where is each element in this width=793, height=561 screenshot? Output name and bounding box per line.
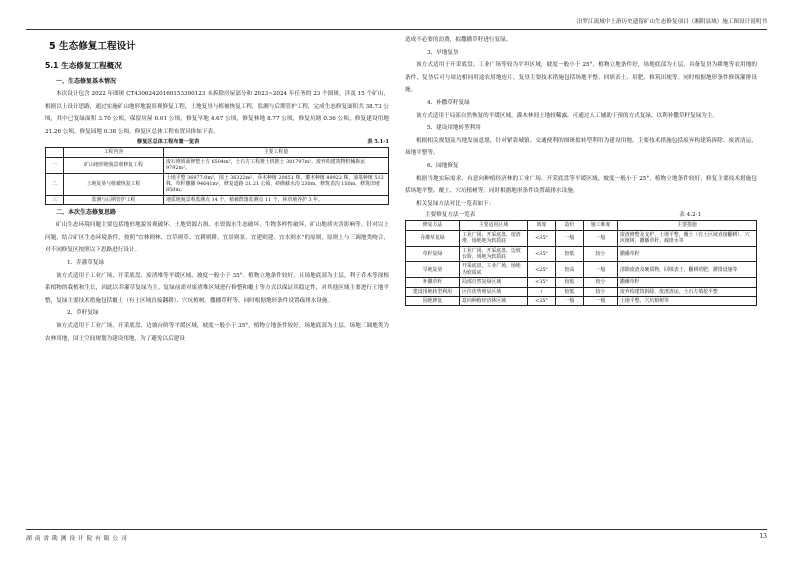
- table-row: [406, 287, 757, 296]
- left-column: [45, 34, 389, 345]
- table-cell: 土地平整，穴坑植树等: [618, 296, 757, 305]
- chapter-title: 5 生态修复工程设计: [49, 41, 136, 52]
- table-cell: 一般: [556, 296, 584, 305]
- table-header-cell: 施工难度: [584, 221, 618, 230]
- table-cell: 较小: [584, 278, 618, 287]
- table-cell: 一: [46, 157, 64, 173]
- footer-company: 湖 南 省 勘 测 设 计 院 有 限 公 司: [26, 536, 128, 542]
- table-cell: 一般: [584, 262, 618, 278]
- paragraph-approach: 矿山生态环境问题主要包括地形地貌景观破坏、土地资源占损、水资源水生态破坏、生物多样性破坏、矿山地质灾害影响等。针对以上问题，结合矿区生态环境条件，按照“宜林则林、宜草则草、宜耕则耕、宜景则景、宜建则建、宜水则水”的原则，原则上与三调地类吻合，对不同修复区按照以下思路进行设计。: [45, 222, 389, 254]
- page-number: 13: [759, 533, 767, 540]
- table-cell: 开采底盘，工业广场，场地为软质底: [460, 262, 528, 278]
- paragraph-compare-intro: 相关复绿方法对比一览表如下：: [416, 200, 495, 207]
- table-cell: 废弃构建筑拆除，废渣清运，土石方填挖平整: [618, 287, 757, 296]
- table-number: 表 5.1-1: [367, 139, 389, 146]
- item-title-construction-land: 5、建设用地转型利用: [427, 125, 481, 132]
- header-title: 汨罗江流域中上游历史遗留矿山生态修复项目（湘阴县域）施工图设计说明书: [576, 19, 767, 25]
- paragraph-continued: 造成不必要的浪费，拟撒播草籽进行复绿。: [405, 37, 512, 43]
- table-caption-row: [45, 138, 389, 147]
- paragraph-reseeding: 该方式适用于局部自然恢复的平缓区域，灌木林间土地较稀露，可通过人工辅助干预的方式复绿，以利补撒草籽复绿为主。: [416, 112, 719, 119]
- table-cell: 一般: [584, 230, 618, 246]
- table-cell: 较低: [556, 278, 584, 287]
- table-cell: /: [528, 287, 556, 296]
- table-cell: 建设用地转型利用: [406, 287, 460, 296]
- table-cell: 较高: [556, 262, 584, 278]
- table-caption-row: [405, 210, 757, 220]
- table-header-cell: 坡度: [528, 221, 556, 230]
- page-footer: [26, 529, 767, 543]
- table-cell: <35°: [528, 230, 556, 246]
- table-cell: <25°: [528, 262, 556, 278]
- paragraph-tree-grass: 该方式适用于工业广场、开采底盘、废渣堆等平缓区域，坡度一般小于 35°。植物立地条件较好，且场地底部为土层，利于乔木等深根系植物的栽植和生长，因此以乔灌草复绿为主。复绿前需对废渣堆区域进行修整和覆土等方式以保证其稳定性，对其他区域主要进行土地平整，复绿主要技术措施包括覆土（有土区域直接翻耕）、穴坑植树、撒播草籽等。同时根据地形条件设置疏排水设施。: [45, 272, 389, 304]
- table-cell: 意向种植经济林区域: [460, 296, 528, 305]
- table-header-cell: 主要适用区域: [460, 221, 528, 230]
- table-number: 表 4.2-1: [679, 212, 701, 219]
- table-row: [46, 195, 389, 204]
- table-cell: <25°: [528, 296, 556, 305]
- table-header-row: [46, 148, 389, 157]
- table-caption: 主要修复方法一览表: [425, 212, 476, 219]
- table-cell: 一般: [556, 230, 584, 246]
- table-row: [406, 278, 757, 287]
- table-cell: 撒播草籽: [618, 246, 757, 262]
- table-caption: 修复区总体工程布置一览表: [137, 139, 200, 146]
- table-row: [406, 246, 757, 262]
- table-cell: 撒播草籽: [618, 278, 757, 287]
- table-header-row: [406, 221, 757, 230]
- paragraph-orchard: 根据当地实际需求，有意向种植经济林的工业广场、开采底盘等平缓区域，坡度一般小于 25°，植物立地条件较好，修复主要技术措施包括场地平整、覆土、穴坑植树等。同时根据地形条件设置疏排水设施。: [405, 175, 757, 195]
- section-title: 5.1 生态修复工程概况: [45, 61, 122, 70]
- table-cell: 三: [46, 195, 64, 204]
- table-cell: 废石堆坡面修整土方 6504m³，土石方工程推土机推土 381797m³，废弃构建筑物机械拆运 9792m²。: [164, 157, 389, 173]
- table-cell: 监测与后期管护工程: [64, 195, 164, 204]
- table-cell: 乔灌草复绿: [406, 230, 460, 246]
- table-header-cell: 造价: [556, 221, 584, 230]
- table-cell: 较小: [584, 246, 618, 262]
- table-cell: 较小: [584, 287, 618, 296]
- subsection-title-basic: 一、生态修复基本情况: [56, 78, 117, 85]
- table-row: [406, 230, 757, 246]
- table-cell: <35°: [528, 278, 556, 287]
- item-title-orchard: 6、园地修复: [427, 162, 459, 169]
- table-cell: 区位优势明显区域: [460, 287, 528, 296]
- table-cell: 矿山地形地貌景观修复工程: [64, 157, 164, 173]
- item-title-dryland: 3、旱地复垦: [427, 49, 459, 56]
- table-cell: 二: [46, 173, 64, 195]
- table-cell: 较低: [556, 246, 584, 262]
- paragraph-basic: 本次设计包含 2022 年图斑 CT43062420160153300123 未拆除房屋部分和 2023~2024 年任务的 23 个图斑，涉及 15 个矿山，根据以上设计思路，通过实施矿山地形地貌景观修复工程，土地复垦与植被恢复工程，监测与后期管护工程，完成生态修复面积共 38.73 公顷，其中已复绿面积 3.70 公顷，保留房屋 0.01 公顷，修复旱地 4.67 公顷，修复林地 8.77 公顷，修复坑塘 0.36 公顷，修复建设用地 21.26 公顷，修复园地 0.38 公顷。修复区总体工程布置具体如下表。: [45, 91, 390, 135]
- table-header-cell: 主要措施: [618, 221, 757, 230]
- table-row: [406, 296, 757, 305]
- subsection-title-approach: 二、本次生态修复思路: [56, 209, 117, 217]
- table-cell: 工业广场、开采底盘，废渣堆，场地地为软质底: [460, 230, 528, 246]
- paragraph-construction-land: 根据相关规划及当地发展意愿，针对紧靠城镇、交通便利的图斑拟转型利用为建设用地，主要技术措施包括废弃构建筑拆除、废渣清运、场地平整等。: [405, 137, 757, 157]
- page-header: [26, 18, 767, 30]
- table-header-cell: 修复方法: [406, 221, 460, 230]
- table-header-cell: [46, 148, 64, 157]
- item-title-reseeding: 4、补撒草籽复绿: [427, 99, 470, 106]
- table-cell: 较低: [556, 287, 584, 296]
- table-cell: <35°: [528, 246, 556, 262]
- right-column: [405, 34, 757, 306]
- table-cell: 旱地复垦: [406, 262, 460, 278]
- table-cell: 废渣修整及支护，土地平整，覆土（有土区域直接翻耕），穴坑植树，撒播草籽，疏排水等: [618, 230, 757, 246]
- paragraph-dryland: 该方式适用于开采底盘、工业广场等较为平坦区域，坡度一般小于 25°，植物立地条件好，场地底部为土层，具备复垦为耕地等农用地的条件，复垦后可与周边相同用途农用地连片。复垦主要技术措施包括场地平整、回填表土、培肥、修筑田埂等。同时根据地形条件修筑灌排设施。: [405, 62, 757, 94]
- table-cell: 土地复垦与植被恢复工程: [64, 173, 164, 195]
- table-cell: 草籽复绿: [406, 246, 460, 262]
- table-row: [406, 262, 757, 278]
- table-cell: 局部自然复绿区域: [460, 278, 528, 287]
- table-cell: 清除废渣及硬质物，回填表土，翻耕培肥，灌排设施等: [618, 262, 757, 278]
- overall-layout-table: [45, 147, 389, 205]
- table-cell: 地质地貌景观监测点 14 个，植被群落监测点 11 个，林草地养护 3 年。: [164, 195, 389, 204]
- item-title-tree-grass: 1、乔灌草复绿: [67, 260, 105, 266]
- paragraph-grass-seed: 该方式适用于工业广场、开采底盘、边坡台阶等平缓区域，坡度一般小于 35°，植物立地条件较好，场地底部为土层，场地三调地类为农林用地，国土空间规划为建设用地，为了避免以后建设: [45, 322, 389, 342]
- item-title-grass-seed: 2、草籽复绿: [67, 310, 99, 317]
- table-cell: 工业广场、开采底盘，边坡台阶，场地为软质底: [460, 246, 528, 262]
- table-cell: 园地修复: [406, 296, 460, 305]
- table-cell: 土地平整 36977.0m²，围土 36322m²，乔木种植 20851 株，灌木种植 89922 株，油茶种植 512 株，草籽撒播 94641m²，修复道路 21.21 公顷，砖砌截水沟 230m，修筑表沟 150m，修筑田埂 850m。: [164, 173, 389, 195]
- table-cell: 补撒草籽: [406, 278, 460, 287]
- table-header-cell: 工程内容: [64, 148, 164, 157]
- repair-methods-table: [405, 220, 757, 306]
- table-header-cell: 主要工程量: [164, 148, 389, 157]
- table-cell: 一般: [584, 296, 618, 305]
- table-row: [46, 157, 389, 173]
- table-row: [46, 173, 389, 195]
